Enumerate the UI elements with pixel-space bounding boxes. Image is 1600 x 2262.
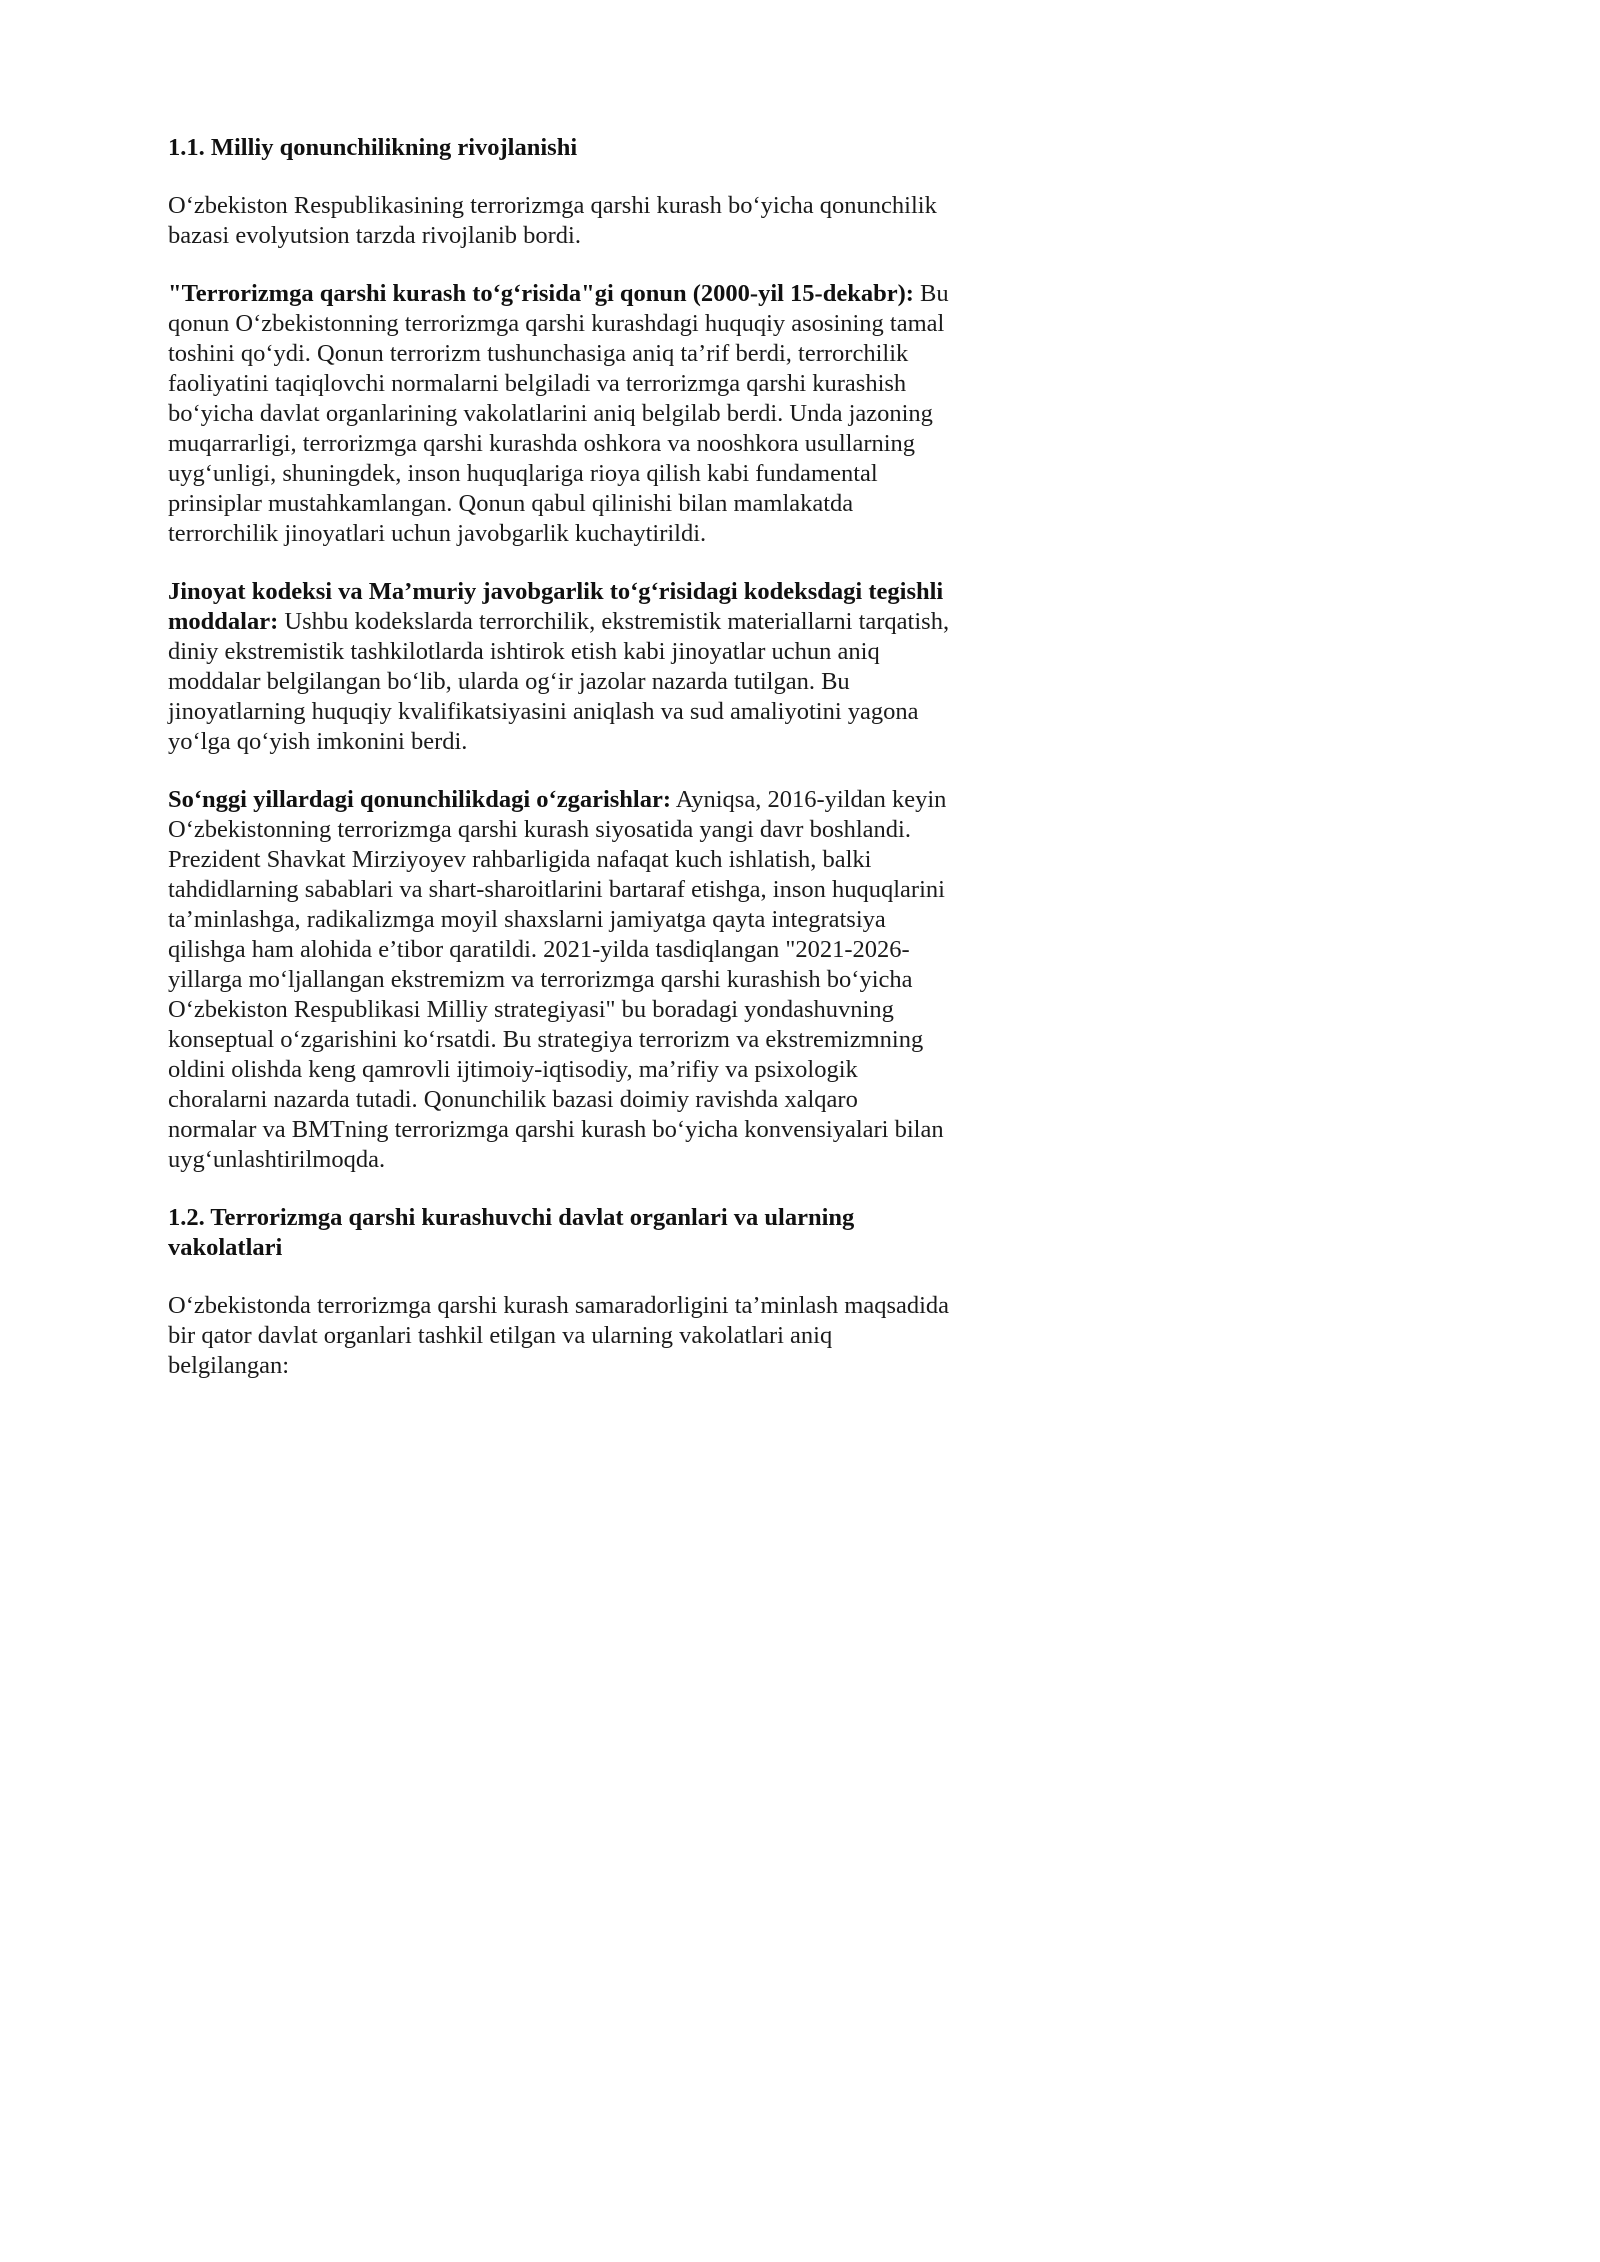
section-1-2-intro: O‘zbekistonda terrorizmga qarshi kurash samaradorligini ta’minlash maqsadida bir qator davlat organlari tashkil etilgan va ularning vakolatlari aniq belgilangan: bbox=[168, 1292, 950, 1379]
paragraph-law-2000-title: "Terrorizmga qarshi kurash to‘g‘risida"gi qonun (2000-yil 15-dekabr): bbox=[168, 280, 914, 307]
document-page bbox=[0, 0, 1100, 1555]
section-heading-1-2: 1.2. Terrorizmga qarshi kurashuvchi davlat organlari va ularning vakolatlari bbox=[168, 1204, 855, 1261]
paragraph-law-2000-text: Bu qonun O‘zbekistonning terrorizmga qarshi kurashdagi huquqiy asosining tamal toshini qo‘ydi. Qonun terrorizm tushunchasiga aniq ta’rif berdi, terrorchilik faoliyatini taqiqlovchi normalarni belgiladi va terrorizmga qarshi kurashish bo‘yicha davlat organlarining vakolatlarini aniq belgilab berdi. Unda jazoning muqarrarligi, terrorizmga qarshi kurashda oshkora va nooshkora usullarning uyg‘unligi, shuningdek, inson huquqlariga rioya qilish kabi fundamental prinsiplar mustahkamlangan. Qonun qabul qilinishi bilan mamlakatda terrorchilik jinoyatlari uchun javobgarlik kuchaytirildi. bbox=[168, 280, 949, 547]
paragraph-codes-title: Jinoyat kodeksi va Ma’muriy javobgarlik to‘g‘risidagi kodeksdagi tegishli moddalar: bbox=[168, 578, 944, 635]
section-1-1-intro: O‘zbekiston Respublikasining terrorizmga qarshi kurash bo‘yicha qonunchilik bazasi evolyutsion tarzda rivojlanib bordi. bbox=[168, 192, 937, 249]
paragraph-recent-changes-text: Ayniqsa, 2016-yildan keyin O‘zbekistonning terrorizmga qarshi kurash siyosatida yangi davr boshlandi. Prezident Shavkat Mirziyoyev rahbarligida nafaqat kuch ishlatish, balki tahdidlarning sabablari va shart-sharoitlarini bartaraf etishga, inson huquqlarini ta’minlashga, radikalizmga moyil shaxslarni jamiyatga qayta integratsiya qilishga ham alohida e’tibor qaratildi. 2021-yilda tasdiqlangan "2021-2026-yillarga mo‘ljallangan ekstremizm va terrorizmga qarshi kurashish bo‘yicha O‘zbekiston Respublikasi Milliy strategiyasi" bu boradagi yondashuvning konseptual o‘zgarishini ko‘rsatdi. Bu strategiya terrorizm va ekstremizmning oldini olishda keng qamrovli ijtimoiy-iqtisodiy, ma’rifiy va psixologik choralarni nazarda tutadi. Qonunchilik bazasi doimiy ravishda xalqaro normalar va BMTning terrorizmga qarshi kurash bo‘yicha konvensiyalari bilan uyg‘unlashtirilmoqda. bbox=[168, 786, 947, 1173]
paragraph-recent-changes bbox=[168, 785, 950, 1175]
paragraph-codes bbox=[168, 577, 950, 757]
section-heading-1-1: 1.1. Milliy qonunchilikning rivojlanishi bbox=[168, 134, 578, 161]
paragraph-law-2000 bbox=[168, 279, 950, 549]
paragraph-recent-changes-title: So‘nggi yillardagi qonunchilikdagi o‘zgarishlar: bbox=[168, 786, 672, 813]
paragraph-codes-text: Ushbu kodekslarda terrorchilik, ekstremistik materiallarni tarqatish, diniy ekstremistik tashkilotlarda ishtirok etish kabi jinoyatlar uchun aniq moddalar belgilangan bo‘lib, ularda og‘ir jazolar nazarda tutilgan. Bu jinoyatlarning huquqiy kvalifikatsiyasini aniqlash va sud amaliyotini yagona yo‘lga qo‘yish imkonini berdi. bbox=[168, 608, 950, 755]
